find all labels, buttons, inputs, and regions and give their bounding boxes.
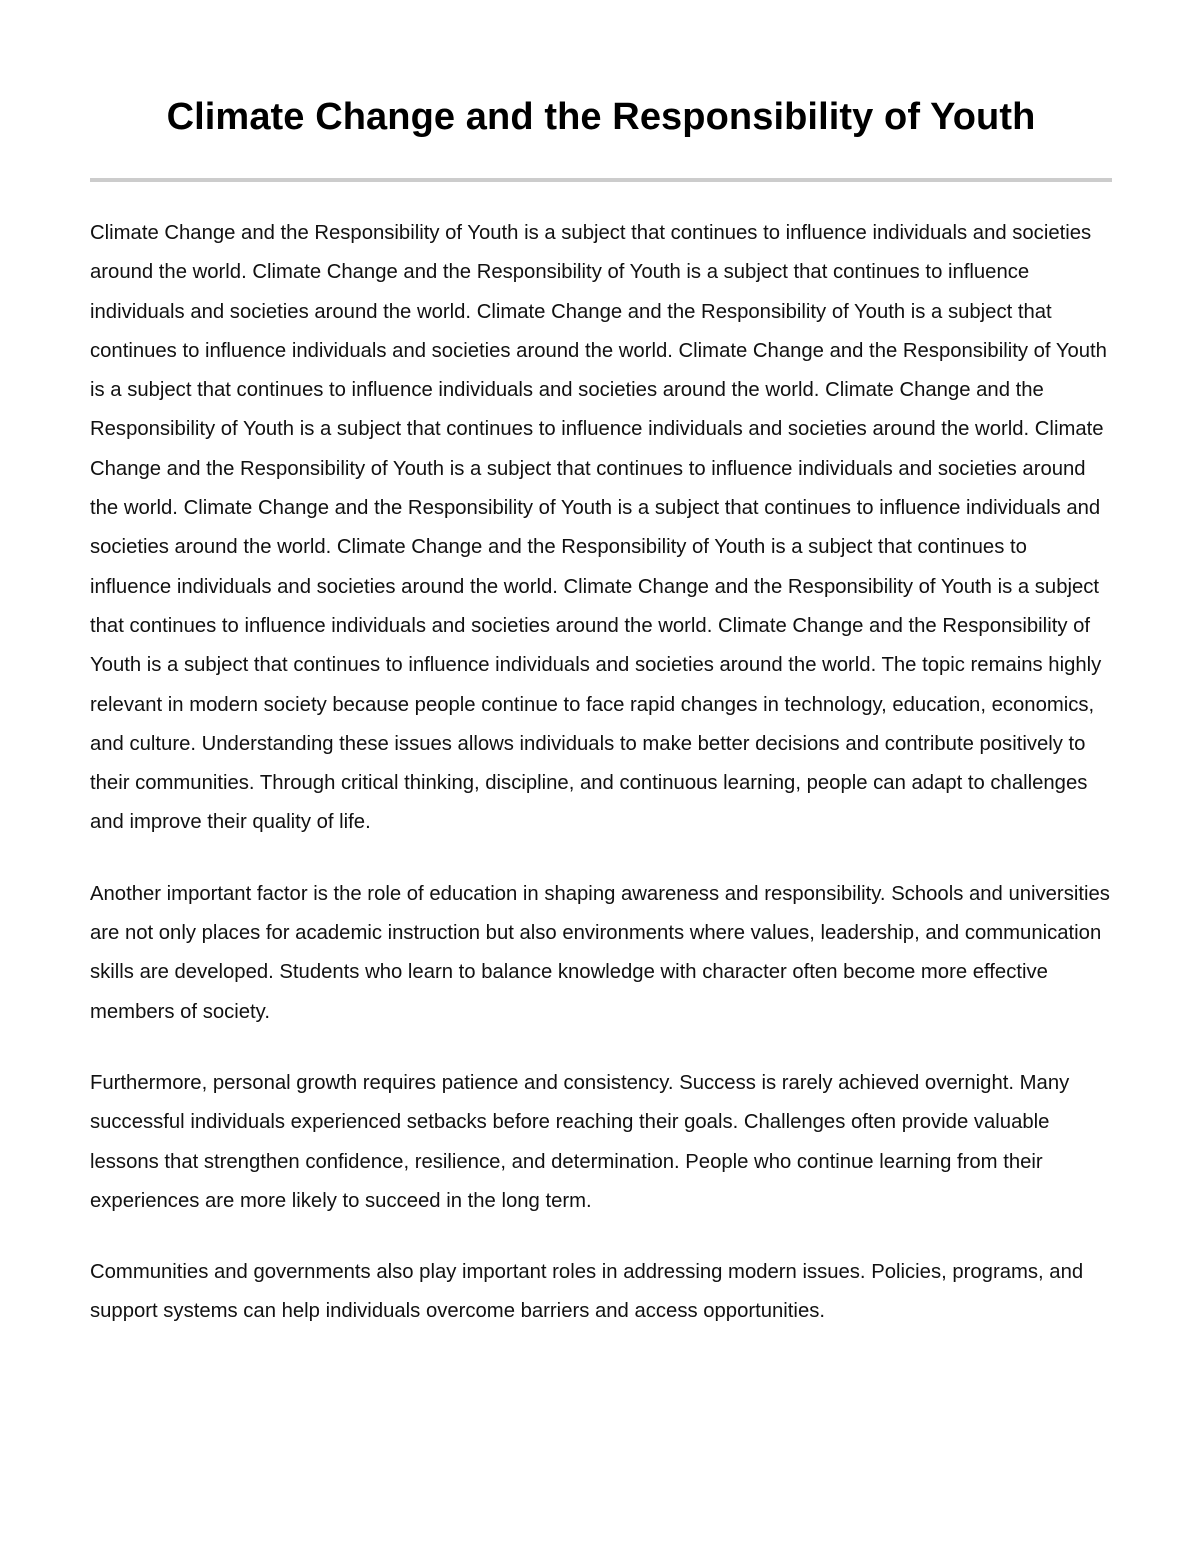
paragraph-3: Furthermore, personal growth requires patience and consistency. Success is rarely achieved overnight. Many successful individuals experienced setbacks before reaching their goals. Challenges often provide valuable lessons that strengthen confidence, resilience, and determination. People who continue learning from their experiences are more likely to succeed in the long term. [90,1071,1070,1212]
paragraph-2: Another important factor is the role of education in shaping awareness and responsibility. Schools and universities are not only places for academic instruction but also environments where values, leadership, and communication skills are developed. Students who learn to balance knowledge with character often become more effective members of society. [90,882,1110,1023]
paragraph-4: Communities and governments also play important roles in addressing modern issues. Policies, programs, and support systems can help individuals overcome barriers and access opportunities. [90,1261,1084,1323]
document-body [90,214,1112,1332]
document-page [90,0,1112,1364]
title-divider [90,178,1112,182]
document-title: Climate Change and the Responsibility of Youth [166,96,1036,138]
paragraph-1: Climate Change and the Responsibility of Youth is a subject that continues to influence individuals and societies around the world. Climate Change and the Responsibility of Youth is a subject that continues to influence individuals and societies around the world. Climate Change and the Responsibility of Youth is a subject that continues to influence individuals and societies around the world. Climate Change and the Responsibility of Youth is a subject that continues to influence individuals and societies around the world. Climate Change and the Responsibility of Youth is a subject that continues to influence individuals and societies around the world. Climate Change and the Responsibility of Youth is a subject that continues to influence individuals and societies around the world. Climate Change and the Responsibility of Youth is a subject that continues to influence individuals and societies around the world. Climate Change and the Responsibility of Youth is a subject that continues to influence individuals and societies around the world. Climate Change and the Responsibility of Youth is a subject that continues to influence individuals and societies around the world. Climate Change and the Responsibility of Youth is a subject that continues to influence individuals and societies around the world. The topic remains highly relevant in modern society because people continue to face rapid changes in technology, education, economics, and culture. Understanding these issues allows individuals to make better decisions and contribute positively to their communities. Through critical thinking, discipline, and continuous learning, people can adapt to challenges and improve their quality of life. [90,222,1107,834]
